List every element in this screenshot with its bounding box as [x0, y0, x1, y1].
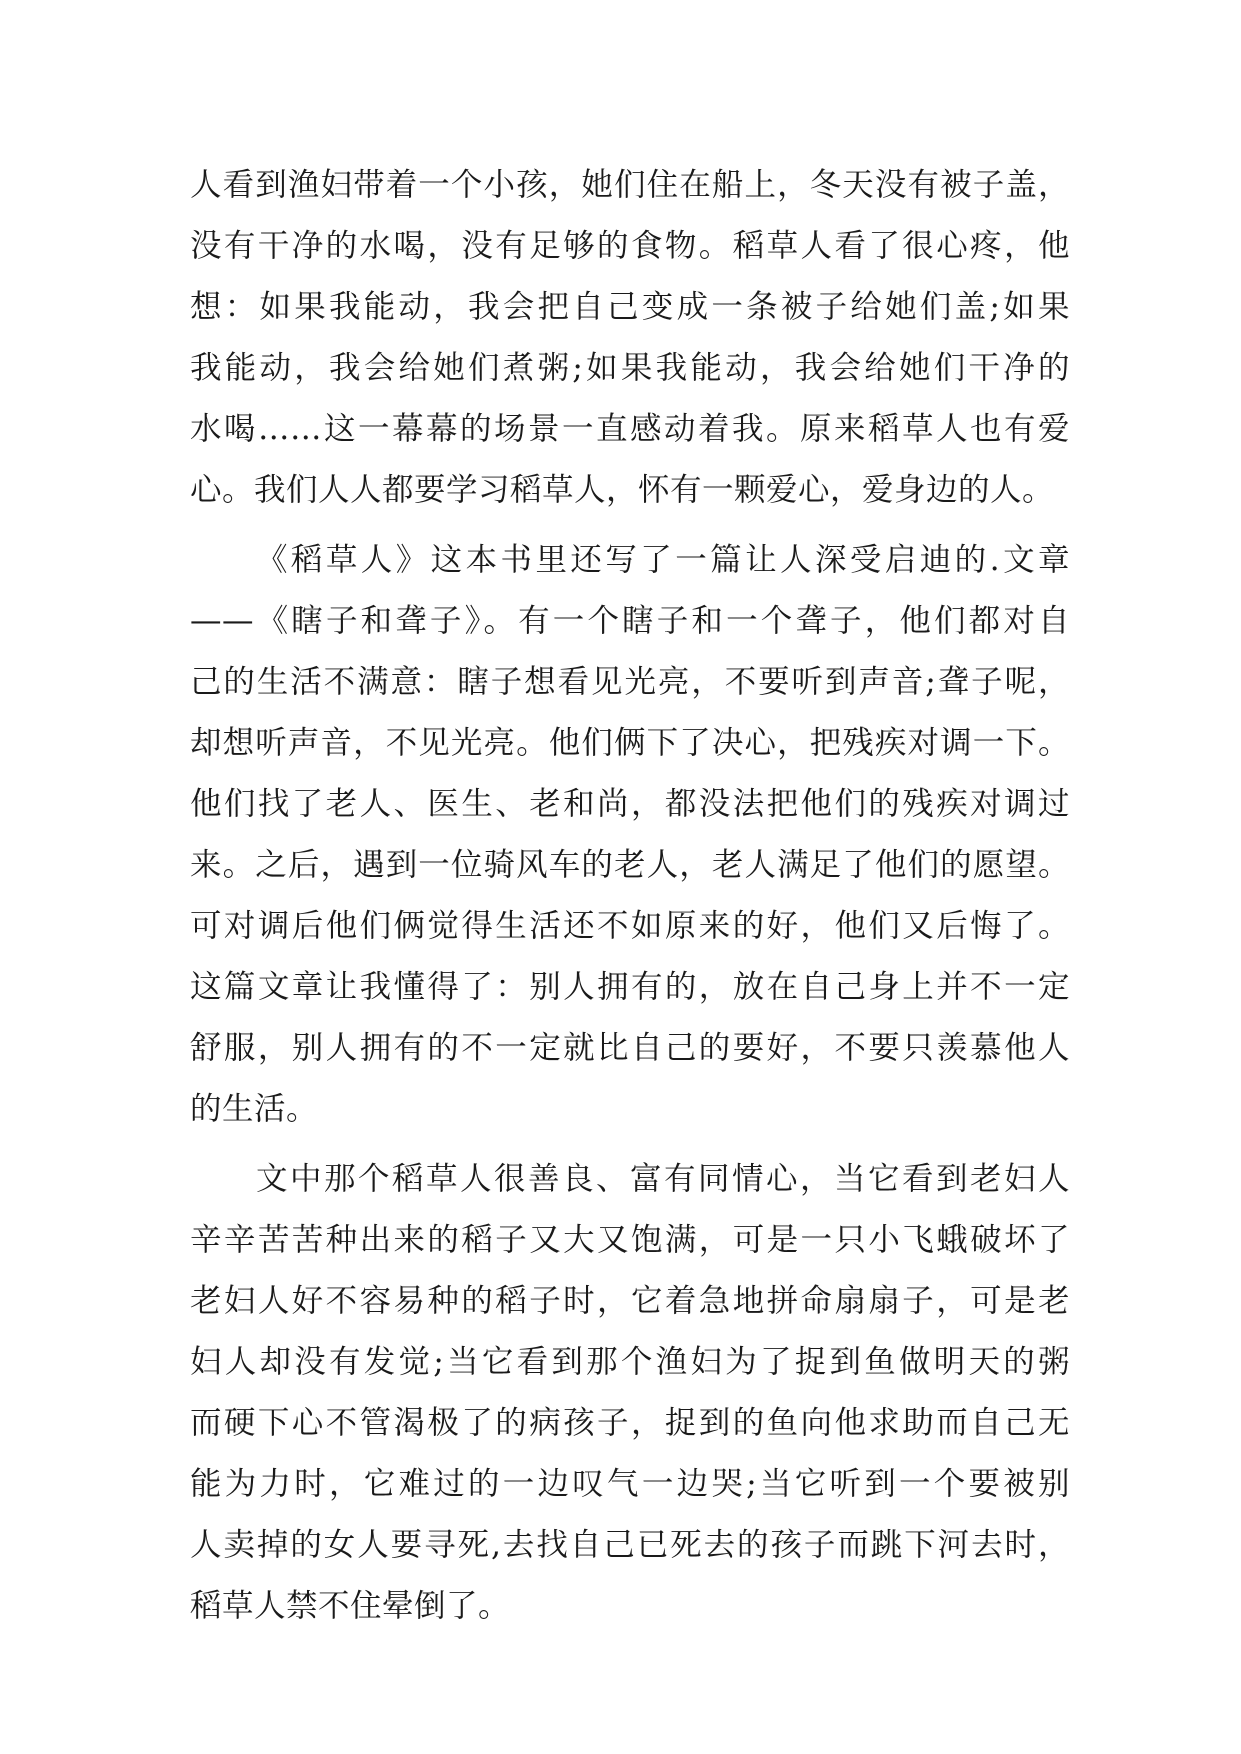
text-line: 老妇人好不容易种的稻子时，它着急地拼命扇扇子，可是老: [190, 1283, 1070, 1319]
text-line: 人看到渔妇带着一个小孩，她们住在船上，冬天没有被子盖，: [190, 167, 1070, 203]
text-line: 的生活。: [190, 1091, 319, 1127]
text-line: 来。之后，遇到一位骑风车的老人，老人满足了他们的愿望。: [190, 847, 1070, 883]
text-line: 没有干净的水喝，没有足够的食物。稻草人看了很心疼，他: [190, 228, 1070, 264]
text-line: 却想听声音，不见光亮。他们俩下了决心，把残疾对调一下。: [190, 725, 1070, 761]
text-line: 《稻草人》这本书里还写了一篇让人深受启迪的.文章: [256, 542, 1070, 578]
paragraph-2: [190, 530, 1070, 1140]
text-line: 我能动，我会给她们煮粥;如果我能动，我会给她们干净的: [190, 350, 1070, 386]
text-line: 他们找了老人、医生、老和尚，都没法把他们的残疾对调过: [190, 786, 1070, 822]
text-line: 稻草人禁不住晕倒了。: [190, 1588, 511, 1624]
text-line: 这篇文章让我懂得了：别人拥有的，放在自己身上并不一定: [190, 969, 1070, 1005]
text-line: 想：如果我能动，我会把自己变成一条被子给她们盖;如果: [190, 289, 1070, 325]
text-line: 水喝……这一幕幕的场景一直感动着我。原来稻草人也有爱: [190, 411, 1070, 447]
text-line: 文中那个稻草人很善良、富有同情心，当它看到老妇人: [256, 1161, 1070, 1197]
text-line: 妇人却没有发觉;当它看到那个渔妇为了捉到鱼做明天的粥: [190, 1344, 1070, 1380]
text-line: 可对调后他们俩觉得生活还不如原来的好，他们又后悔了。: [190, 908, 1070, 944]
text-line: 人卖掉的女人要寻死,去找自己已死去的孩子而跳下河去时，: [190, 1527, 1070, 1563]
text-line: 而硬下心不管渴极了的病孩子，捉到的鱼向他求助而自己无: [190, 1405, 1070, 1441]
text-line: 舒服，别人拥有的不一定就比自己的要好，不要只羡慕他人: [190, 1030, 1070, 1066]
text-line: ——《瞎子和聋子》。有一个瞎子和一个聋子，他们都对自: [190, 603, 1070, 639]
paragraph-1: [190, 155, 1070, 521]
paragraph-3: [190, 1149, 1070, 1637]
text-line: 己的生活不满意：瞎子想看见光亮，不要听到声音;聋子呢，: [190, 664, 1070, 700]
text-line: 辛辛苦苦种出来的稻子又大又饱满，可是一只小飞蛾破坏了: [190, 1222, 1070, 1258]
text-line: 能为力时，它难过的一边叹气一边哭;当它听到一个要被别: [190, 1466, 1070, 1502]
document-page: [190, 155, 1070, 1646]
text-line: 心。我们人人都要学习稻草人，怀有一颗爱心，爱身边的人。: [190, 472, 1055, 508]
